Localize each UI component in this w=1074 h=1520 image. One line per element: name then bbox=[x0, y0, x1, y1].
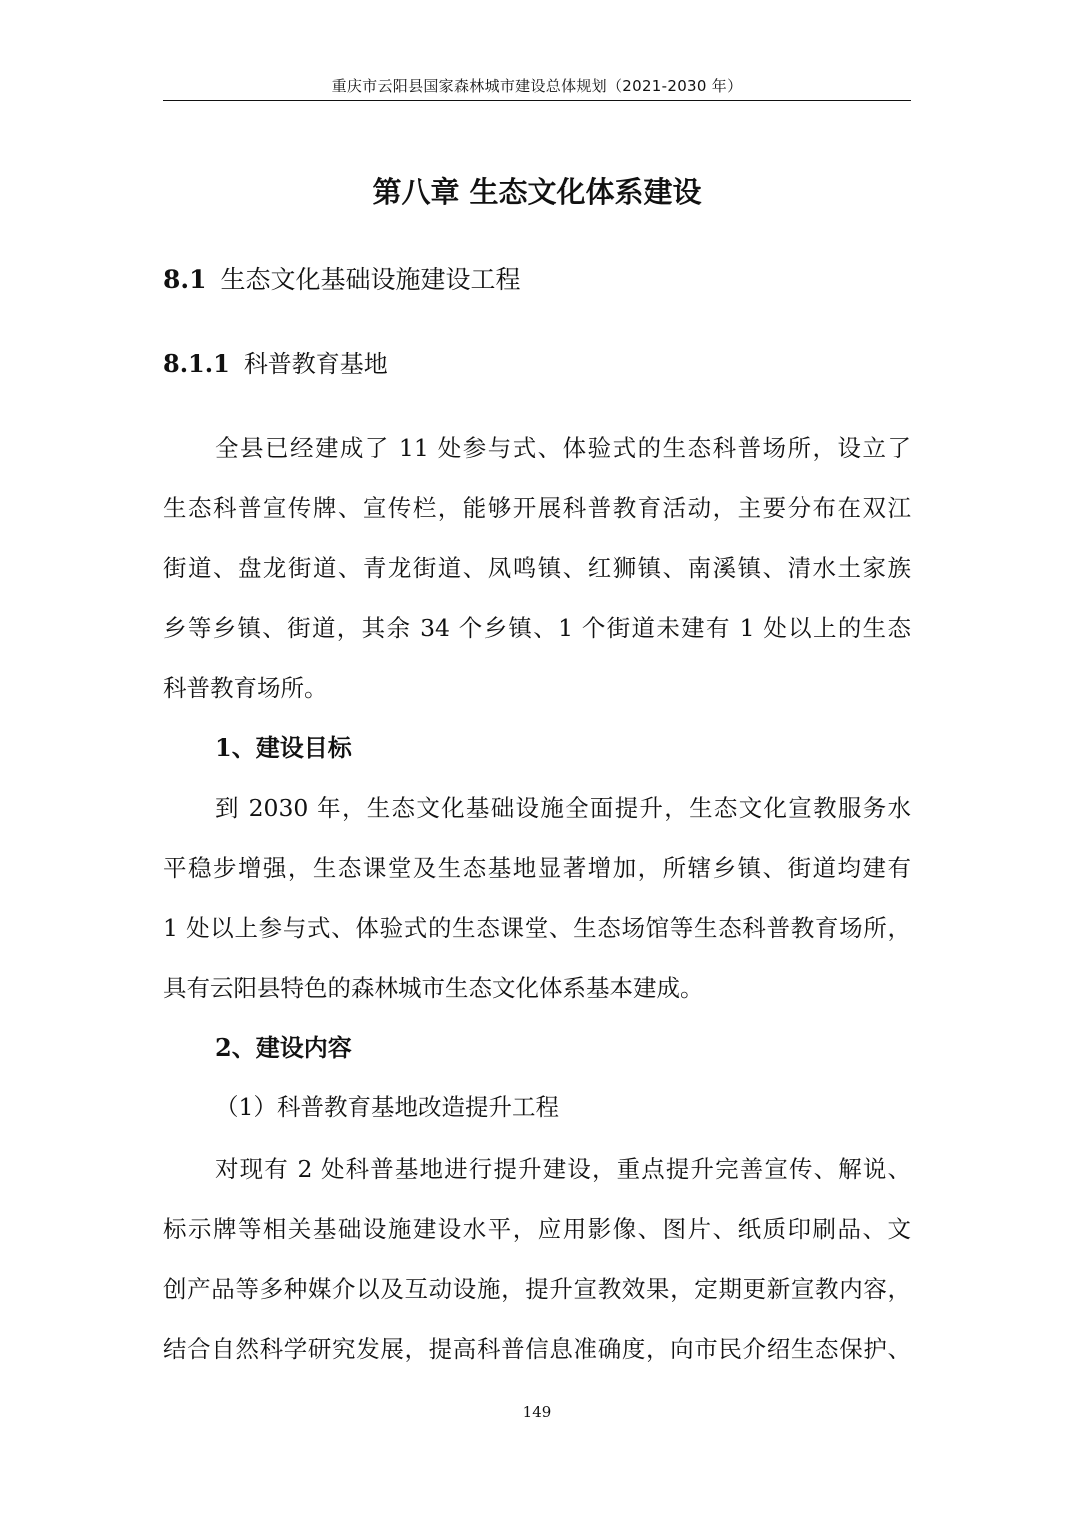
goal-heading: 1、建设目标 bbox=[215, 733, 352, 762]
intro-paragraph bbox=[163, 418, 911, 718]
paragraph-line: 对现有 2 处科普基地进行提升建设，重点提升完善宣传、解说、 bbox=[215, 1155, 911, 1183]
paragraph-line: 1 处以上参与式、体验式的生态课堂、生态场馆等生态科普教育场所， bbox=[163, 914, 911, 942]
paragraph-line: 创产品等多种媒介以及互动设施，提升宣教效果，定期更新宣教内容， bbox=[163, 1275, 911, 1303]
paragraph-line: 生态科普宣传牌、宣传栏，能够开展科普教育活动，主要分布在双江 bbox=[163, 494, 911, 522]
subsection-heading bbox=[163, 346, 388, 382]
content-heading: 2、建设内容 bbox=[215, 1033, 352, 1062]
chapter-title: 第八章 生态文化体系建设 bbox=[372, 175, 702, 209]
paragraph-line: 标示牌等相关基础设施建设水平，应用影像、图片、纸质印刷品、文 bbox=[163, 1215, 911, 1243]
paragraph-line: 街道、盘龙街道、青龙街道、凤鸣镇、红狮镇、南溪镇、清水土家族 bbox=[163, 554, 911, 582]
section-number: 8.1 bbox=[163, 265, 207, 294]
paragraph-line: 具有云阳县特色的森林城市生态文化体系基本建成。 bbox=[163, 974, 704, 1002]
paragraph-line: 到 2030 年，生态文化基础设施全面提升，生态文化宣教服务水 bbox=[215, 794, 911, 822]
page-number: 149 bbox=[522, 1403, 552, 1421]
subsection-number: 8.1.1 bbox=[163, 349, 230, 378]
section-heading bbox=[163, 262, 521, 298]
paragraph-line: 科普教育场所。 bbox=[163, 674, 328, 702]
item1-paragraph bbox=[163, 1139, 911, 1379]
paragraph-line: 乡等乡镇、街道，其余 34 个乡镇、1 个街道未建有 1 处以上的生态 bbox=[163, 614, 911, 642]
paragraph-line: 结合自然科学研究发展，提高科普信息准确度，向市民介绍生态保护、 bbox=[163, 1335, 911, 1363]
item1-heading: （1）科普教育基地改造提升工程 bbox=[215, 1093, 559, 1121]
subsection-title: 科普教育基地 bbox=[243, 350, 388, 378]
paragraph-line: 全县已经建成了 11 处参与式、体验式的生态科普场所，设立了 bbox=[215, 434, 911, 462]
header-divider bbox=[163, 100, 911, 101]
paragraph-line: 平稳步增强，生态课堂及生态基地显著增加，所辖乡镇、街道均建有 bbox=[163, 854, 911, 882]
running-header: 重庆市云阳县国家森林城市建设总体规划（2021-2030 年） bbox=[331, 77, 743, 95]
goal-paragraph bbox=[163, 778, 911, 1018]
section-title: 生态文化基础设施建设工程 bbox=[220, 265, 521, 294]
